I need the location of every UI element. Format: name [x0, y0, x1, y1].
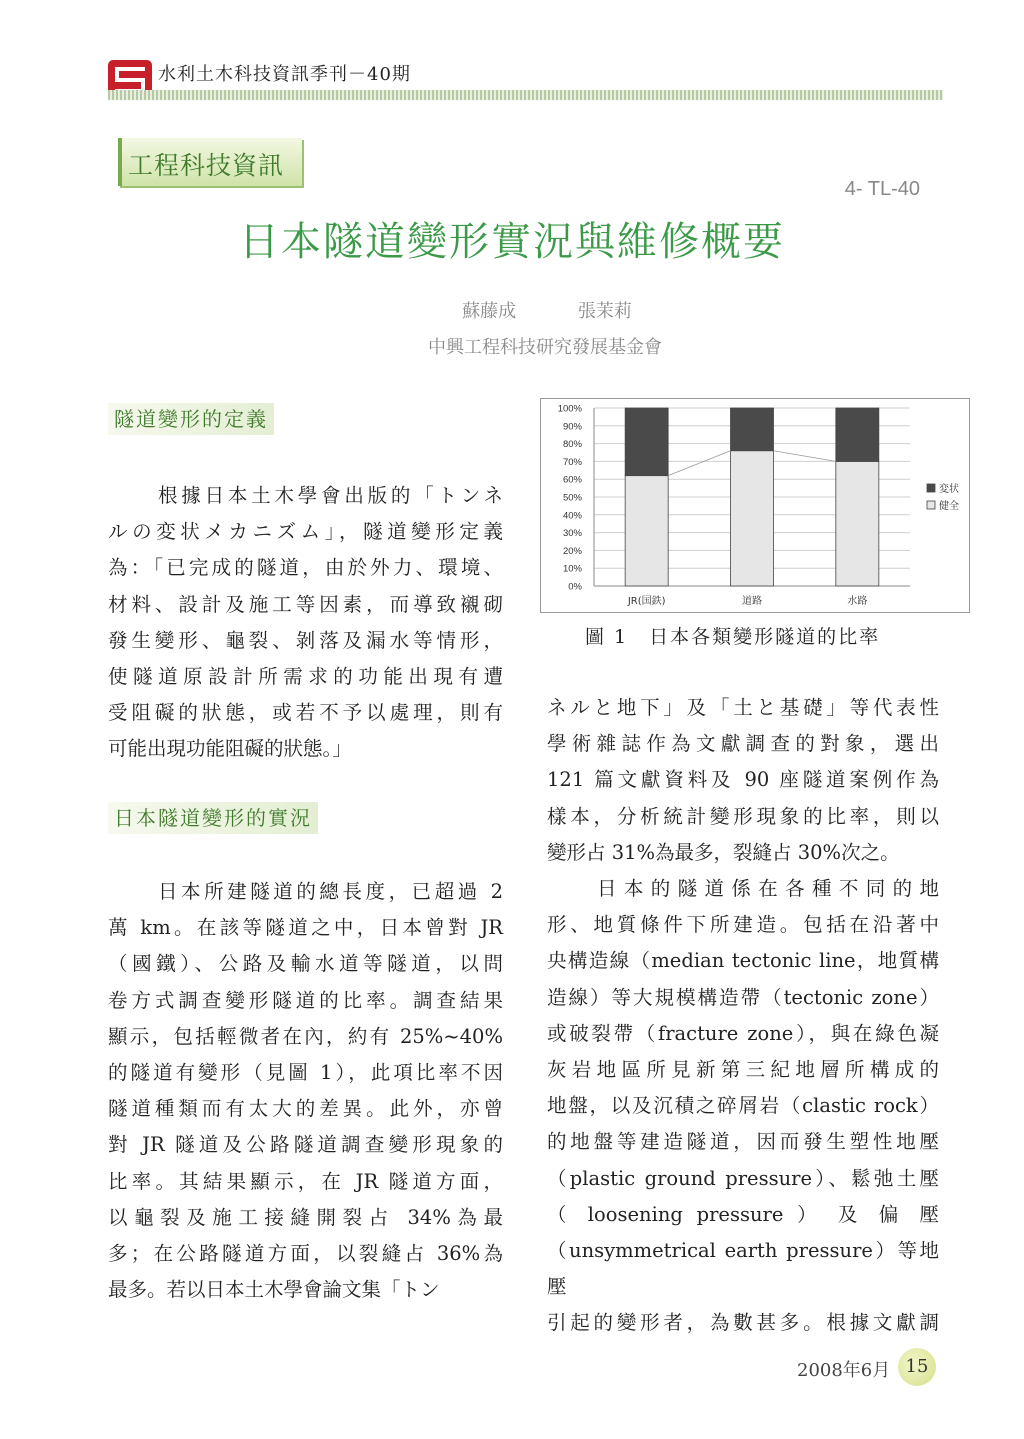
section-heading-definition: 隧道變形的定義 — [108, 403, 274, 435]
text-line: 材料、設計及施工等因素，而導致襯砌 — [108, 592, 503, 616]
deformation-ratio-chart — [540, 398, 970, 613]
text-line: 地盤，以及沉積之碎屑岩（clastic rock） — [547, 1094, 939, 1118]
bar-segment — [731, 408, 774, 451]
text-line: 卷方式調查變形隧道的比率。調查結果 — [108, 988, 503, 1012]
text-line: 灰岩地區所見新第三紀地層所構成的 — [547, 1058, 939, 1082]
y-tick-label: 80% — [562, 439, 582, 451]
text-line: 121 篇文獻資料及 90 座隧道案例作為 — [547, 768, 939, 792]
right-column-paragraph — [547, 690, 939, 1342]
y-tick-label: 20% — [562, 545, 582, 557]
y-tick-label: 30% — [562, 528, 582, 540]
section-badge-label: 工程科技資訊 — [128, 151, 285, 180]
page-number: 15 — [905, 1356, 929, 1377]
legend-swatch — [927, 501, 935, 509]
text-line: 的地盤等建造隧道，因而發生塑性地壓 — [547, 1130, 939, 1154]
text-line: 隧道種類而有太大的差異。此外，亦曾 — [108, 1097, 503, 1121]
text-line: （ loosening pressure ） 及 偏 壓 — [547, 1202, 939, 1226]
bar-segment — [836, 408, 879, 461]
text-line: 學術雜誌作為文獻調查的對象，選出 — [547, 732, 939, 756]
legend-swatch — [927, 484, 935, 492]
bar-segment — [625, 476, 668, 586]
text-line: 比率。其結果顯示，在 JR 隧道方面， — [108, 1169, 503, 1193]
text-line: 變形占 31%為最多，裂縫占 30%次之。 — [547, 840, 900, 864]
header-divider — [108, 90, 943, 100]
actual-paragraph — [108, 874, 503, 1308]
text-line: 日本的隧道係在各種不同的地 — [597, 877, 939, 901]
y-tick-label: 70% — [562, 456, 582, 468]
text-line: （unsymmetrical earth pressure）等地壓 — [547, 1239, 939, 1299]
y-tick-label: 0% — [568, 581, 582, 593]
bar-segment — [836, 461, 879, 586]
text-line: ルの変状メカニズム」，隧道變形定義 — [108, 520, 503, 544]
text-line: 最多。若以日本土木學會論文集「トン — [108, 1278, 440, 1302]
text-line: 使隧道原設計所需求的功能出現有遭 — [108, 665, 503, 689]
text-line: ネルと地下」及「土と基礎」等代表性 — [547, 696, 939, 719]
section-heading-actual: 日本隧道變形的實況 — [108, 802, 318, 834]
y-tick-label: 50% — [562, 492, 582, 504]
text-line: 可能出現功能阻礙的狀態。」 — [108, 737, 352, 761]
journal-title: 水利土木科技資訊季刊－40期 — [158, 64, 411, 85]
y-tick-label: 100% — [557, 403, 582, 415]
y-tick-label: 90% — [562, 421, 582, 433]
text-line: （國鐵）、公路及輸水道等隧道，以問 — [108, 952, 503, 976]
text-line: 根據日本土木學會出版的「トンネ — [158, 484, 503, 507]
affiliation: 中興工程科技研究發展基金會 — [428, 337, 662, 358]
bar-segment — [625, 408, 668, 476]
x-tick-label: JR(国鉄) — [627, 596, 666, 607]
text-line: 日本所建隧道的總長度，已超過 2 — [158, 880, 503, 903]
legend-label: 健全 — [939, 501, 959, 512]
y-tick-label: 40% — [562, 510, 582, 522]
y-tick-label: 10% — [562, 563, 582, 575]
text-line: 形、地質條件下所建造。包括在沿著中 — [547, 913, 939, 937]
issue-date: 2008年6月 — [797, 1360, 891, 1381]
text-line: 對 JR 隧道及公路隧道調查變形現象的 — [108, 1133, 503, 1157]
author-name: 蘇藤成 — [462, 301, 517, 322]
text-line: 以龜裂及施工接縫開裂占 34%為最 — [108, 1205, 503, 1229]
article-title: 日本隧道變形實況與維修概要 — [239, 219, 785, 265]
text-line: 樣本，分析統計變形現象的比率，則以 — [547, 804, 939, 828]
figure-caption: 圖 1 日本各類變形隧道的比率 — [585, 626, 881, 648]
y-tick-label: 60% — [562, 474, 582, 486]
text-line: 萬 km。在該等隧道之中，日本曾對 JR — [108, 916, 503, 940]
article-code: 4- TL-40 — [844, 178, 920, 200]
text-line: 多；在公路隧道方面，以裂縫占 36%為 — [108, 1242, 503, 1266]
definition-paragraph — [108, 478, 503, 768]
x-tick-label: 道路 — [742, 596, 762, 607]
text-line: 發生變形、龜裂、剝落及漏水等情形， — [108, 628, 503, 652]
text-line: 引起的變形者，為數甚多。根據文獻調 — [547, 1311, 939, 1335]
authors — [0, 297, 1024, 323]
bar-segment — [731, 451, 774, 586]
text-line: 為：「已完成的隧道，由於外力、環境、 — [108, 556, 503, 580]
text-line: 央構造線（median tectonic line，地質構 — [547, 949, 939, 973]
author-name: 張茉莉 — [577, 301, 632, 322]
text-line: 造線）等大規模構造帶（tectonic zone） — [547, 985, 939, 1009]
legend-label: 変状 — [939, 484, 959, 495]
text-line: （plastic ground pressure）、鬆弛土壓 — [547, 1166, 939, 1190]
x-tick-label: 水路 — [847, 596, 868, 607]
text-line: 的隧道有變形（見圖 1），此項比率不因 — [108, 1061, 503, 1085]
text-line: 或破裂帶（fracture zone），與在綠色凝 — [547, 1021, 939, 1045]
text-line: 顯示，包括輕微者在內，約有 25%~40% — [108, 1024, 503, 1048]
text-line: 受阻礙的狀態，或若不予以處理，則有 — [108, 701, 503, 725]
